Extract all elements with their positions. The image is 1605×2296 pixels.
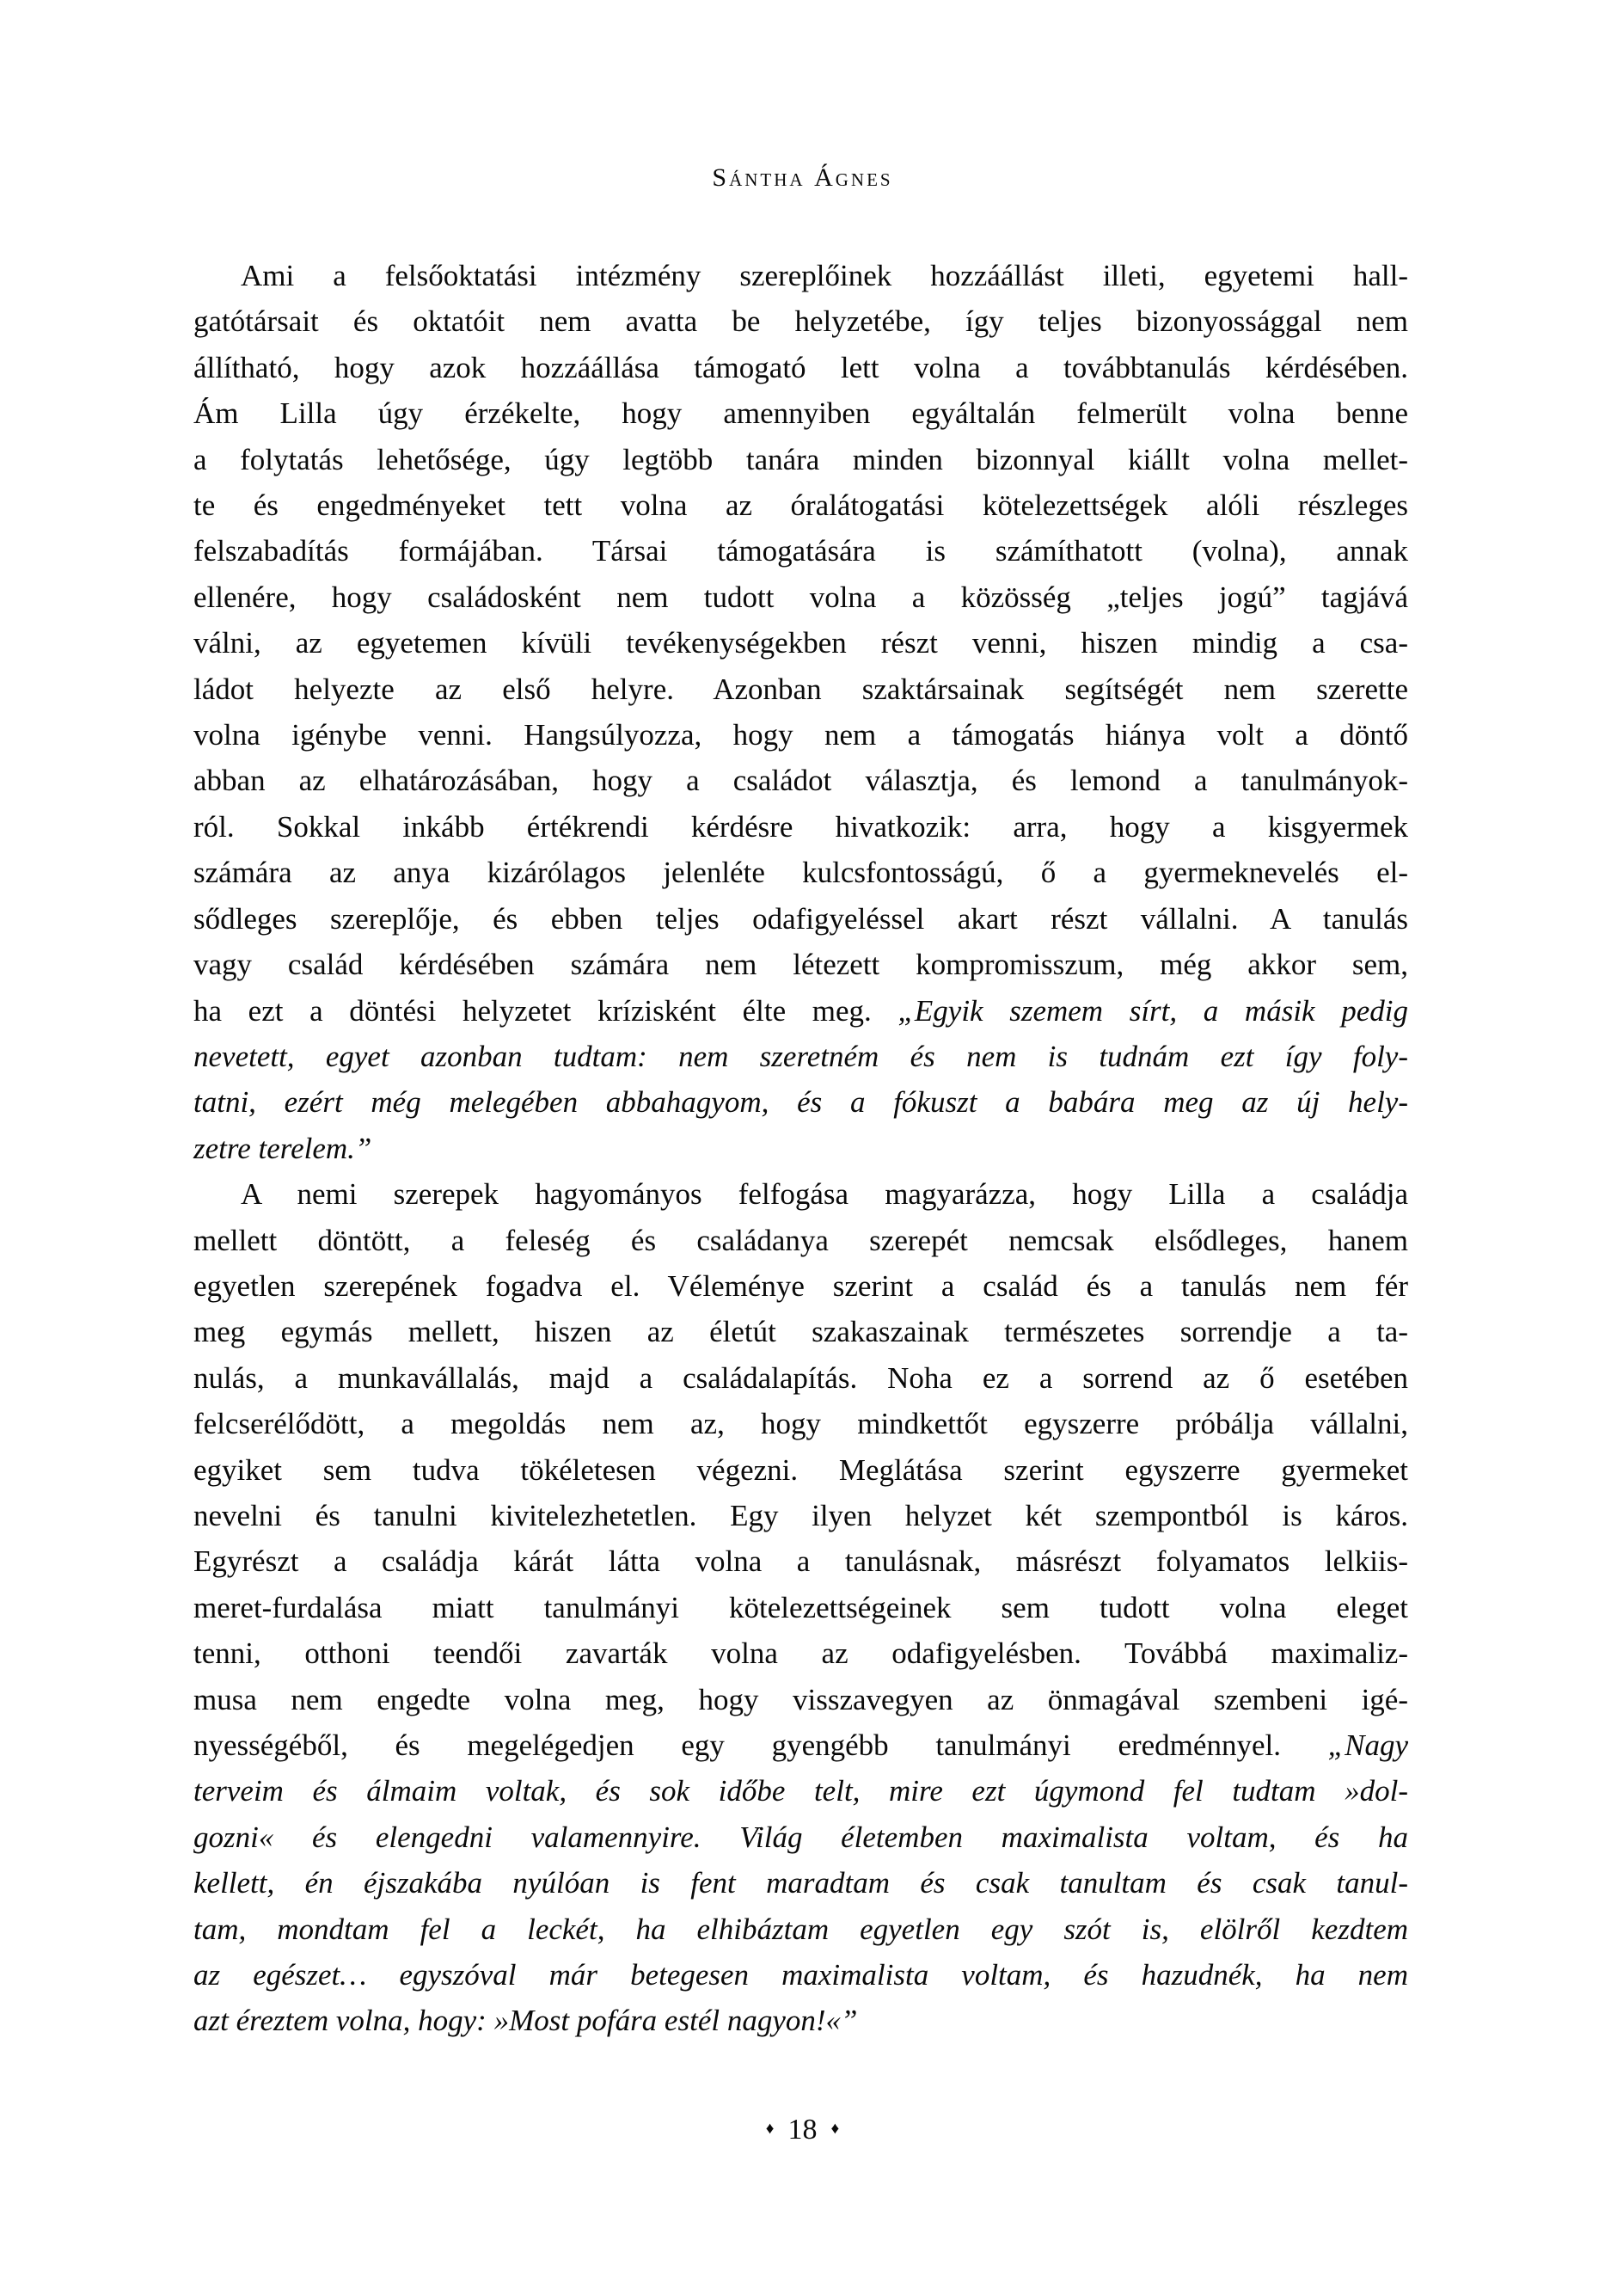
text-segment: zetre terelem.” [193,1131,372,1165]
text-line [193,1906,1408,1952]
text-segment: felszabadítás formájában. Társai támogatására is számíthatott (volna), annak [193,534,1408,568]
text-line [193,1263,1408,1309]
text-line [193,1309,1408,1354]
text-segment: „Nagy [1327,1728,1408,1762]
text-line [193,942,1408,987]
text-line [193,804,1408,850]
text-line [193,253,1408,298]
text-segment: gatótársait és oktatóit nem avatta be helyzetébe, így teljes bizonyossággal nem [193,304,1408,339]
text-line [193,1585,1408,1630]
text-line [193,482,1408,528]
text-segment: gozni« és elengedni valamennyire. Világ életemben maximalista voltam, és ha [193,1820,1408,1854]
text-line [193,988,1408,1034]
text-segment: nevelni és tanulni kivitelezhetetlen. Egy ilyen helyzet két szempontból is káros. [193,1498,1408,1532]
text-segment: meg egymás mellett, hiszen az életút szakaszainak természetes sorrendje a ta- [193,1315,1408,1349]
text-segment: te és engedményeket tett volna az óralátogatási kötelezettségek alóli részleges [193,488,1408,523]
text-line [193,1401,1408,1446]
text-line [193,1034,1408,1079]
text-segment: „Egyik szemem sírt, a másik pedig [897,993,1408,1028]
text-line [193,666,1408,712]
text-segment: A nemi szerepek hagyományos felfogása magyarázza, hogy Lilla a családja [241,1177,1408,1212]
text-line [193,1493,1408,1538]
text-line [193,1860,1408,1906]
paragraph [193,253,1408,1171]
paragraph [193,1171,1408,2044]
text-line [193,620,1408,666]
text-segment: vagy család kérdésében számára nem létezett kompromisszum, még akkor sem, [193,948,1408,982]
text-segment: Ám Lilla úgy érzékelte, hogy amennyiben egyáltalán felmerült volna benne [193,396,1408,431]
text-segment: abban az elhatározásában, hogy a családot választja, és lemond a tanulmányok- [193,764,1408,798]
text-segment: mellett döntött, a feleség és családanya szerepét nemcsak elsődleges, hanem [193,1223,1408,1257]
text-segment: tam, mondtam fel a leckét, ha elhibáztam egyetlen egy szót is, elölről kezdtem [193,1912,1408,1946]
text-line [193,1218,1408,1263]
page-number: 18 [787,2114,818,2146]
text-segment: ha ezt a döntési helyzetet krízisként élte meg. [193,993,898,1028]
text-segment: tenni, otthoni teendői zavarták volna az odafigyelésben. Továbbá maximaliz- [193,1636,1408,1671]
text-segment: nevetett, egyet azonban tudtam: nem szeretném és nem is tudnám ezt így foly- [193,1039,1408,1073]
text-segment: musa nem engedte volna meg, hogy visszavegyen az önmagával szembeni igé- [193,1682,1408,1716]
text-block [193,253,1408,2044]
text-segment: kellett, én éjszakába nyúlóan is fent maradtam és csak tanultam és csak tanul- [193,1866,1408,1900]
text-line [193,758,1408,803]
text-line [193,1952,1408,1998]
text-line [193,1722,1408,1768]
text-line [193,1355,1408,1401]
running-header: Sántha Ágnes [712,163,893,192]
text-segment: felcserélődött, a megoldás nem az, hogy mindkettőt egyszerre próbálja vállalni, [193,1407,1408,1441]
text-line [193,298,1408,344]
text-segment: ellenére, hogy családosként nem tudott volna a közösség „teljes jogú” tagjává [193,580,1408,614]
text-line [193,712,1408,758]
text-line [193,1998,1408,2043]
footer-ornament-icon: ♦ [765,2120,775,2138]
text-line [193,1171,1408,1217]
text-segment: egyiket sem tudva tökéletesen végezni. Meglátása szerint egyszerre gyermeket [193,1452,1408,1487]
text-segment: ládot helyezte az első helyre. Azonban szaktársainak segítségét nem szerette [193,672,1408,706]
text-segment: terveim és álmaim voltak, és sok időbe telt, mire ezt úgymond fel tudtam »dol- [193,1774,1408,1808]
text-segment: Egyrészt a családja kárát látta volna a tanulásnak, másrészt folyamatos lelkiis- [193,1544,1408,1579]
text-segment: Ami a felsőoktatási intézmény szereplőinek hozzáállást illeti, egyetemi hall- [241,259,1408,292]
footer-ornament-icon: ♦ [830,2120,840,2138]
text-segment: ról. Sokkal inkább értékrendi kérdésre hivatkozik: arra, hogy a kisgyermek [193,809,1408,844]
text-line [193,1630,1408,1676]
text-line [193,437,1408,482]
text-line [193,1447,1408,1493]
text-line [193,1126,1408,1171]
text-segment: válni, az egyetemen kívüli tevékenységekben részt venni, hiszen mindig a csa- [193,626,1408,660]
text-segment: sődleges szereplője, és ebben teljes odafigyeléssel akart részt vállalni. A tanulás [193,901,1408,936]
text-segment: meret-furdalása miatt tanulmányi kötelezettségeinek sem tudott volna eleget [193,1590,1408,1624]
text-segment: állítható, hogy azok hozzáállása támogató lett volna a továbbtanulás kérdésében. [193,350,1408,384]
page-footer [0,2114,1605,2146]
text-segment: nyességéből, és megelégedjen egy gyengébb tanulmányi eredménnyel. [193,1728,1328,1762]
text-segment: nulás, a munkavállalás, majd a családalapítás. Noha ez a sorrend az ő esetében [193,1360,1408,1395]
text-line [193,528,1408,574]
text-line [193,896,1408,942]
text-line [193,1677,1408,1722]
text-line [193,1768,1408,1814]
text-line [193,345,1408,390]
text-segment: volna igénybe venni. Hangsúlyozza, hogy nem a támogatás hiánya volt a döntő [193,718,1408,752]
text-line [193,574,1408,620]
text-line [193,1079,1408,1125]
text-segment: számára az anya kizárólagos jelenléte kulcsfontosságú, ő a gyermeknevelés el- [193,856,1408,890]
text-segment: tatni, ezért még melegében abbahagyom, és a fókuszt a babára meg az új hely- [193,1085,1408,1120]
text-line [193,1814,1408,1860]
text-segment: az egészet… egyszóval már betegesen maximalista voltam, és hazudnék, ha nem [193,1958,1408,1992]
text-segment: egyetlen szerepének fogadva el. Véleménye szerint a család és a tanulás nem fér [193,1268,1408,1303]
text-segment: a folytatás lehetősége, úgy legtöbb tanára minden bizonnyal kiállt volna mellet- [193,442,1408,476]
text-line [193,850,1408,895]
text-line [193,390,1408,436]
text-segment: azt éreztem volna, hogy: »Most pofára estél nagyon!«” [193,2004,858,2038]
text-line [193,1538,1408,1584]
